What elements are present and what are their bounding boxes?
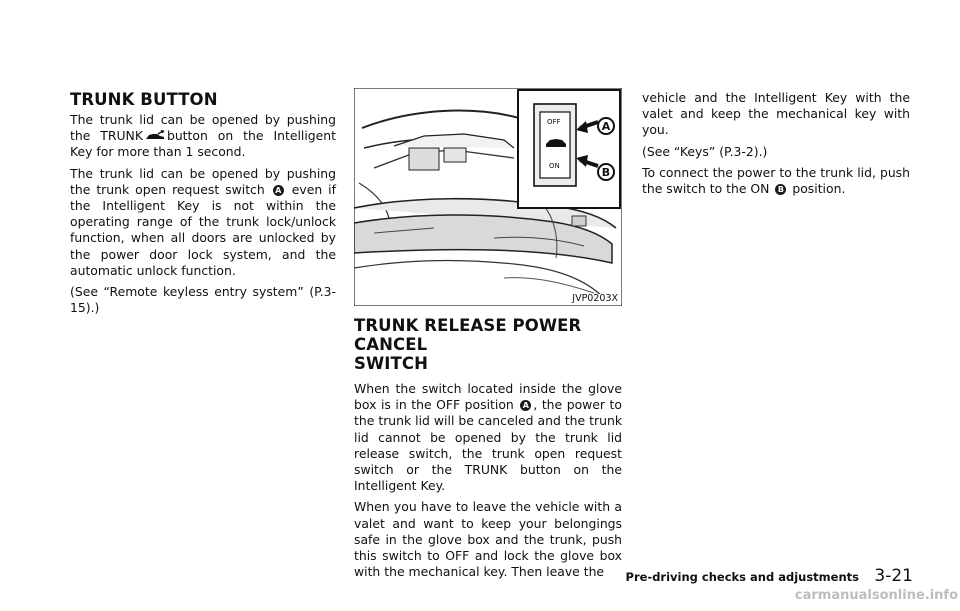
marker-a-badge: A bbox=[520, 400, 531, 411]
connect-power-paragraph: To connect the power to the trunk lid, push the switch to the ON B position. bbox=[642, 164, 910, 197]
page-number: 3-21 bbox=[874, 566, 913, 586]
marker-b-badge: B bbox=[775, 184, 786, 195]
trunk-button-paragraph-2: The trunk lid can be opened by pushing the trunk open request switch A even if the Intelligent Key is not within the operating range of the trunk lock/unlock function, when all doors are unlocked by the power door lock system, and the automatic unlock function. bbox=[70, 165, 336, 278]
trunk-button-reference: (See “Remote keyless entry system” (P.3-15).) bbox=[70, 284, 336, 316]
switch-on-label: ON bbox=[549, 162, 560, 170]
power-cancel-heading: TRUNK RELEASE POWER CANCEL SWITCH bbox=[354, 316, 582, 373]
trunk-button-heading: TRUNK BUTTON bbox=[70, 90, 218, 109]
column-continued bbox=[642, 90, 910, 197]
callout-b-label: B bbox=[601, 166, 611, 179]
switch-off-label: OFF bbox=[547, 118, 561, 126]
figure-code: JVP0203X bbox=[572, 293, 618, 304]
trunk-open-icon bbox=[144, 130, 166, 141]
watermark: carmanualsonline.info bbox=[794, 588, 958, 603]
section-title: Pre-driving checks and adjustments bbox=[625, 570, 859, 584]
keys-reference: (See “Keys” (P.3-2).) bbox=[642, 143, 768, 159]
glove-box-switch-figure bbox=[354, 88, 622, 306]
marker-a-badge: A bbox=[273, 185, 284, 196]
column-power-cancel bbox=[354, 316, 622, 580]
glove-box-illustration bbox=[354, 88, 622, 306]
power-cancel-paragraph-1: When the switch located inside the glove box is in the OFF position A , the power to the trunk lid will be canceled and the trunk lid cannot be opened by the trunk lid release switch, the trunk open request switch or the TRUNK button on the Intelligent Key. bbox=[354, 381, 622, 494]
power-cancel-paragraph-2: When you have to leave the vehicle with a valet and want to keep your belongings safe in the glove box and the trunk, push this switch to OFF and lock the glove box with the mechanical key. Then leave the bbox=[354, 499, 622, 580]
callout-a-label: A bbox=[601, 120, 611, 133]
continued-paragraph-1: vehicle and the Intelligent Key with the valet and keep the mechanical key with you. bbox=[642, 90, 910, 138]
column-trunk-button bbox=[70, 0, 336, 316]
trunk-button-paragraph-1: The trunk lid can be opened by pushing the TRUNK button on the Intelligent Key for more than 1 second. bbox=[70, 112, 337, 160]
page-footer bbox=[625, 566, 915, 588]
